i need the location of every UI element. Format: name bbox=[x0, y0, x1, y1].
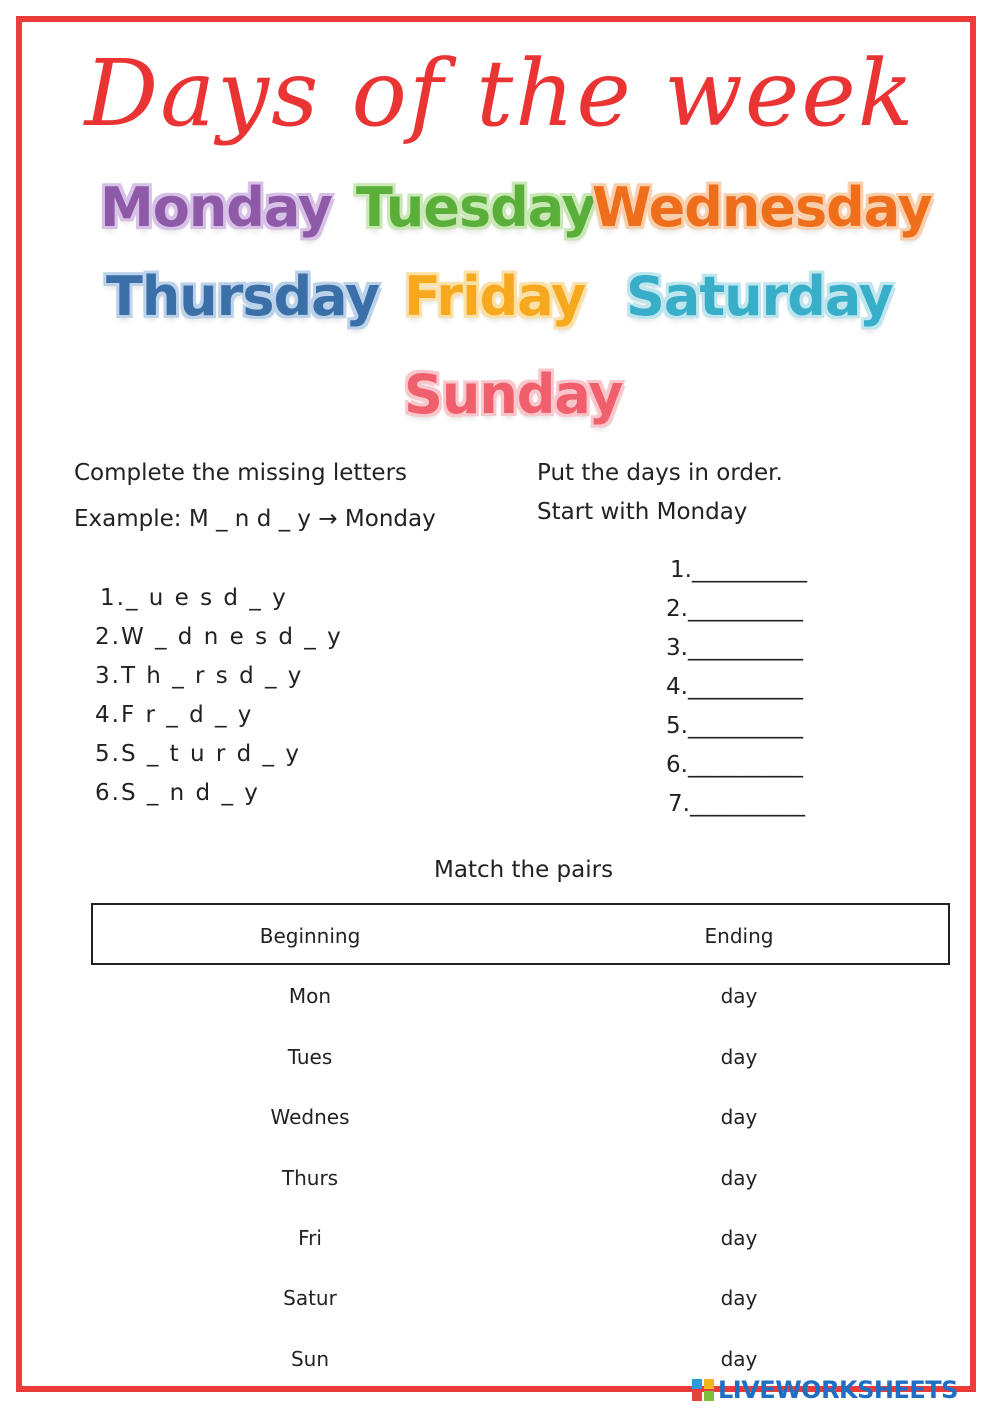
worksheet-title: Days of the week bbox=[84, 40, 916, 147]
match-ending-7[interactable]: day bbox=[720, 1347, 758, 1371]
logo-square bbox=[692, 1391, 702, 1401]
day-word-wednesday: Wednesday bbox=[592, 176, 932, 239]
logo-icon bbox=[692, 1379, 714, 1401]
match-beginning-6[interactable]: Satur bbox=[283, 1286, 337, 1310]
match-ending-3[interactable]: day bbox=[720, 1105, 758, 1129]
missing-item-5[interactable]: 5.S _ t u r d _ y bbox=[95, 741, 301, 767]
logo-square bbox=[704, 1379, 714, 1389]
match-ending-1[interactable]: day bbox=[720, 984, 758, 1008]
day-word-friday: Friday bbox=[404, 265, 586, 328]
match-ending-4[interactable]: day bbox=[720, 1166, 758, 1190]
match-ending-5[interactable]: day bbox=[720, 1226, 758, 1250]
day-word-monday: Monday bbox=[100, 176, 332, 239]
match-heading: Match the pairs bbox=[434, 857, 614, 883]
match-beginning-5[interactable]: Fri bbox=[298, 1226, 322, 1250]
missing-item-4[interactable]: 4.F r _ d _ y bbox=[95, 702, 254, 728]
order-subheading: Start with Monday bbox=[537, 499, 748, 525]
order-blank-7[interactable]: 7.__________ bbox=[668, 791, 805, 817]
logo-square bbox=[692, 1379, 702, 1389]
order-blank-5[interactable]: 5.__________ bbox=[666, 713, 803, 739]
match-ending-2[interactable]: day bbox=[720, 1045, 758, 1069]
col-beginning: Beginning bbox=[259, 924, 361, 948]
match-ending-6[interactable]: day bbox=[720, 1286, 758, 1310]
match-beginning-3[interactable]: Wednes bbox=[270, 1105, 350, 1129]
logo-square bbox=[704, 1391, 714, 1401]
order-blank-4[interactable]: 4.__________ bbox=[666, 674, 803, 700]
order-blank-2[interactable]: 2.__________ bbox=[666, 596, 803, 622]
match-beginning-1[interactable]: Mon bbox=[288, 984, 332, 1008]
missing-item-3[interactable]: 3.T h _ r s d _ y bbox=[95, 663, 304, 689]
missing-item-2[interactable]: 2.W _ d n e s d _ y bbox=[95, 624, 343, 650]
day-word-saturday: Saturday bbox=[626, 265, 893, 328]
liveworksheets-logo bbox=[692, 1375, 958, 1405]
day-word-tuesday: Tuesday bbox=[356, 176, 596, 239]
match-beginning-7[interactable]: Sun bbox=[290, 1347, 330, 1371]
col-ending: Ending bbox=[704, 924, 774, 948]
missing-letters-heading: Complete the missing letters bbox=[74, 460, 408, 486]
order-blank-3[interactable]: 3.__________ bbox=[666, 635, 803, 661]
match-beginning-4[interactable]: Thurs bbox=[281, 1166, 339, 1190]
logo-text: LIVEWORKSHEETS bbox=[718, 1376, 958, 1404]
day-word-sunday: Sunday bbox=[404, 363, 623, 426]
missing-letters-example: Example: M _ n d _ y → Monday bbox=[74, 506, 436, 532]
missing-item-6[interactable]: 6.S _ n d _ y bbox=[95, 780, 260, 806]
match-beginning-2[interactable]: Tues bbox=[287, 1045, 333, 1069]
order-blank-6[interactable]: 6.__________ bbox=[666, 752, 803, 778]
day-word-thursday: Thursday bbox=[106, 265, 380, 328]
order-heading: Put the days in order. bbox=[537, 460, 783, 486]
order-blank-1[interactable]: 1.__________ bbox=[670, 557, 807, 583]
missing-item-1[interactable]: 1._ u e s d _ y bbox=[100, 585, 288, 611]
